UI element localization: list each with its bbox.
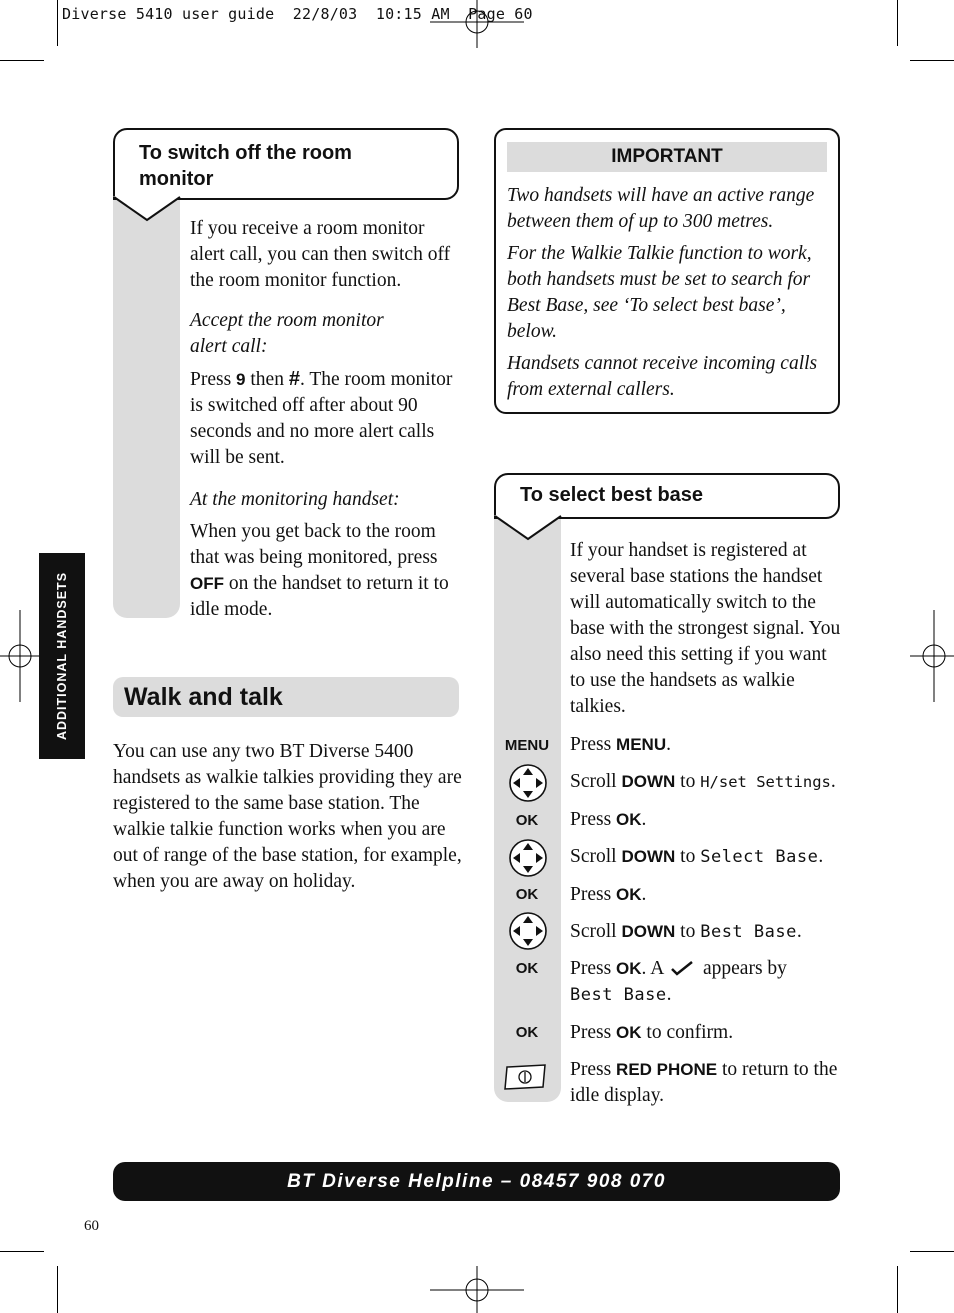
text: When you get back to the room that was being monitored, press (190, 521, 438, 568)
text: Scroll (570, 846, 622, 867)
text: . (666, 984, 672, 1005)
key-name: DOWN (621, 847, 676, 866)
text: Press (190, 369, 237, 390)
important-title: IMPORTANT (507, 142, 827, 172)
step-text (570, 1057, 845, 1109)
text: Press (570, 884, 617, 905)
text: . A (641, 958, 669, 979)
page-number: 60 (84, 1218, 99, 1234)
display-text: Best Base (700, 922, 797, 942)
section-title: To switch off the room monitor (139, 142, 352, 190)
text: to return to the idle display. (570, 1059, 838, 1106)
step-paragraph (190, 519, 462, 623)
step-text (570, 844, 850, 870)
display-text: Best Base (570, 985, 667, 1005)
key-9: 9 (236, 370, 246, 389)
ok-key-label: OK (515, 886, 539, 903)
section-title: To select best base (520, 484, 704, 506)
text: Press (570, 1059, 617, 1080)
text: Scroll (570, 921, 622, 942)
switch-off-text (190, 216, 462, 623)
step-text (570, 919, 850, 945)
helpline-bar (113, 1162, 840, 1201)
instruction-side-column (113, 198, 180, 618)
key-name: OK (616, 810, 642, 829)
key-name: OK (616, 885, 642, 904)
walk-talk-heading-bar (113, 677, 459, 717)
text: Press (570, 809, 617, 830)
header-pointer (494, 515, 562, 541)
section-header-switch-off (113, 128, 459, 200)
key-name: MENU (616, 735, 667, 754)
subheading: Accept the room monitor alert call: (190, 310, 384, 357)
text: Scroll (570, 771, 622, 792)
key-name: OK (616, 959, 642, 978)
step-text (570, 769, 850, 795)
tick-icon (670, 960, 696, 976)
text: Press (570, 1022, 617, 1043)
text: then (245, 369, 289, 390)
nav-key-icon (508, 763, 548, 803)
display-text: Select Base (700, 847, 819, 867)
step-text (570, 956, 845, 1008)
text: to (675, 771, 701, 792)
text: on the handset to return it to idle mode. (190, 573, 449, 620)
print-header: Diverse 5410 user guide 22/8/03 10:15 AM Page 60 (62, 5, 533, 23)
text: . (830, 771, 836, 792)
section-title: Walk and talk (124, 683, 283, 711)
key-hash: # (288, 368, 300, 390)
side-tab (39, 553, 85, 759)
step-text (570, 1020, 845, 1046)
key-name: DOWN (621, 772, 676, 791)
text: to (675, 846, 701, 867)
text: . (641, 809, 647, 830)
key-name: RED PHONE (616, 1060, 718, 1079)
red-phone-key-icon (503, 1063, 549, 1091)
instruction-side-column (494, 517, 561, 1102)
text: appears by (698, 958, 787, 979)
text: . (796, 921, 802, 942)
step-paragraph (190, 366, 462, 471)
ok-key-label: OK (515, 960, 539, 977)
text: Press (570, 958, 617, 979)
important-paragraph: Two handsets will have an active range between them of up to 300 metres. (507, 185, 815, 232)
display-text: H/set Settings (700, 773, 831, 791)
text: Press (570, 734, 617, 755)
subheading: At the monitoring handset: (190, 489, 400, 510)
header-pointer (113, 196, 181, 222)
important-paragraph: For the Walkie Talkie function to work, both handsets must be set to search for Best Base, see ‘To select best base’, below. (507, 243, 812, 342)
text: to (675, 921, 701, 942)
menu-key-label: MENU (504, 737, 550, 754)
key-off: OFF (190, 574, 224, 593)
text: . The room monitor is switched off after about 90 seconds and no more alert calls will be sent. (190, 369, 453, 468)
important-box (494, 128, 840, 414)
ok-key-label: OK (515, 1024, 539, 1041)
important-text (507, 183, 839, 403)
nav-key-icon (508, 838, 548, 878)
key-name: OK (616, 1023, 642, 1042)
text: to confirm. (641, 1022, 734, 1043)
step-text (570, 732, 845, 758)
side-tab-label: ADDITIONAL HANDSETS (55, 571, 69, 741)
best-base-intro: If your handset is registered at several base stations the handset will automatically switch to the base with the strongest signal. You also need this setting if you want to use the handsets as walkie talkies. (570, 540, 841, 717)
step-text (570, 882, 845, 908)
intro-paragraph: If you receive a room monitor alert call, you can then switch off the room monitor function. (190, 218, 451, 291)
walk-talk-body: You can use any two BT Diverse 5400 handsets as walkie talkies providing they are registered to the same base station. The walkie talkie function works when you are out of range of the base station, for example, when you are away on holiday. (113, 741, 462, 892)
text: . (666, 734, 671, 755)
helpline-text: BT Diverse Helpline – 08457 908 070 (287, 1171, 666, 1192)
key-name: DOWN (621, 922, 676, 941)
section-header-best-base (494, 473, 840, 519)
important-paragraph: Handsets cannot receive incoming calls from external callers. (507, 353, 818, 400)
ok-key-label: OK (515, 812, 539, 829)
text: . (818, 846, 824, 867)
step-text (570, 807, 845, 833)
nav-key-icon (508, 911, 548, 951)
text: . (641, 884, 647, 905)
